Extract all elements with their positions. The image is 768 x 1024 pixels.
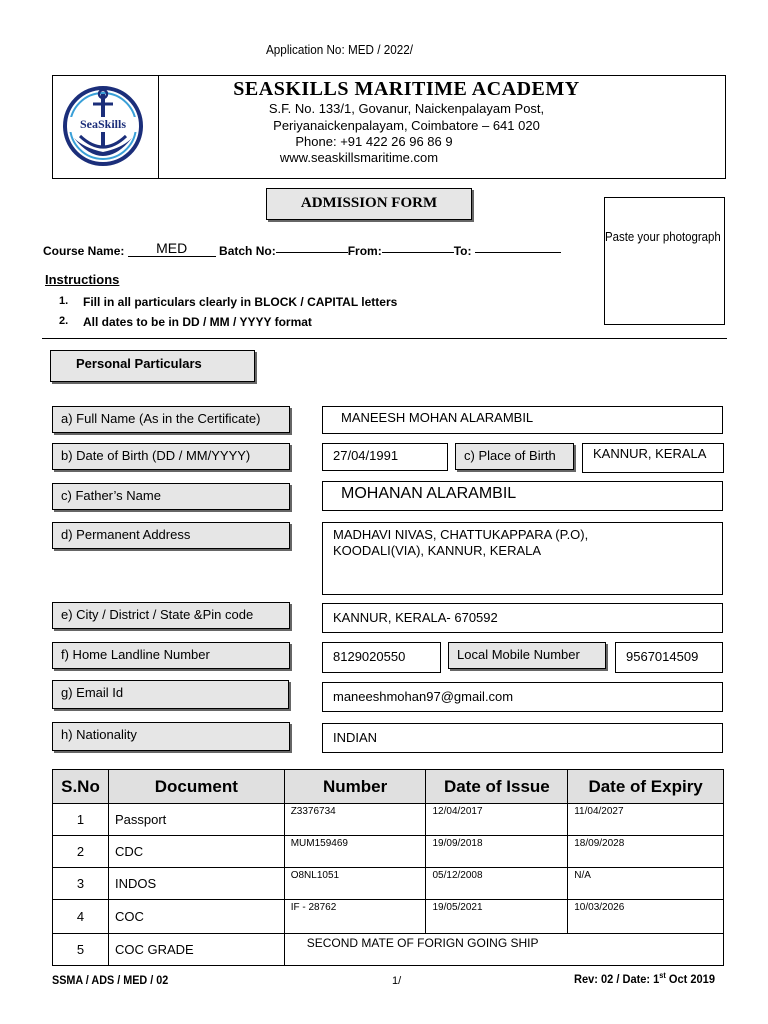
from-field[interactable] — [382, 252, 454, 253]
col-header-document: Document — [108, 770, 284, 804]
dob-field[interactable]: 27/04/1991 — [322, 443, 448, 471]
batch-field[interactable] — [276, 252, 348, 253]
city-field[interactable]: KANNUR, KERALA- 670592 — [322, 603, 723, 633]
sno-cell: 3 — [53, 868, 109, 900]
revision-sup: st — [659, 971, 666, 980]
table-header-row — [53, 770, 724, 804]
course-label: Course Name: — [43, 244, 125, 258]
permanent-address-label: d) Permanent Address — [52, 522, 290, 549]
number-cell[interactable]: IF - 28762 — [284, 900, 426, 934]
number-cell[interactable]: O8NL1051 — [284, 868, 426, 900]
table-row — [53, 836, 724, 868]
expiry-date-cell[interactable]: 18/09/2028 — [568, 836, 724, 868]
col-header-number: Number — [284, 770, 426, 804]
father-name-field[interactable]: MOHANAN ALARAMBIL — [322, 481, 723, 511]
footer-page-number: 1/ — [392, 975, 402, 987]
table-row — [53, 934, 724, 966]
table-row — [53, 868, 724, 900]
pob-label: c) Place of Birth — [455, 443, 574, 470]
col-header-date-of-issue: Date of Issue — [426, 770, 568, 804]
course-line — [43, 242, 561, 259]
instructions-heading: Instructions — [45, 272, 120, 287]
number-cell[interactable]: Z3376734 — [284, 804, 426, 836]
instruction-2-text: All dates to be in DD / MM / YYYY format — [83, 315, 312, 329]
expiry-date-cell[interactable]: N/A — [568, 868, 724, 900]
dob-label: b) Date of Birth (DD / MM/YYYY) — [52, 443, 290, 470]
permanent-address-field[interactable] — [322, 522, 723, 595]
revision-date: Oct 2019 — [665, 972, 715, 986]
full-name-label: a) Full Name (As in the Certificate) — [52, 406, 290, 433]
email-field[interactable]: maneeshmohan97@gmail.com — [322, 682, 723, 712]
instruction-1-num: 1. — [59, 295, 69, 307]
academy-name: SEASKILLS MARITIME ACADEMY — [233, 78, 580, 100]
pob-field[interactable]: KANNUR, KERALA — [582, 443, 724, 473]
photo-box[interactable] — [604, 197, 725, 325]
section-divider — [42, 338, 727, 339]
sno-cell: 1 — [53, 804, 109, 836]
sno-cell: 4 — [53, 900, 109, 934]
expiry-date-cell[interactable]: 10/03/2026 — [568, 900, 724, 934]
number-cell[interactable]: MUM159469 — [284, 836, 426, 868]
to-field[interactable] — [475, 252, 561, 253]
city-label: e) City / District / State &Pin code — [52, 602, 290, 629]
landline-field[interactable]: 8129020550 — [322, 642, 441, 673]
landline-label: f) Home Landline Number — [52, 642, 290, 669]
document-cell: COC GRADE — [108, 934, 284, 966]
expiry-date-cell[interactable]: 11/04/2027 — [568, 804, 724, 836]
father-name-label: c) Father’s Name — [52, 483, 290, 510]
nationality-label: h) Nationality — [52, 722, 290, 751]
issue-date-cell[interactable]: 19/09/2018 — [426, 836, 568, 868]
footer-revision — [574, 971, 715, 986]
seaskills-logo — [62, 82, 144, 172]
issue-date-cell[interactable]: 05/12/2008 — [426, 868, 568, 900]
documents-table — [52, 769, 724, 966]
instruction-1-text: Fill in all particulars clearly in BLOCK / CAPITAL letters — [83, 295, 398, 309]
sno-cell: 2 — [53, 836, 109, 868]
logo-text: SeaSkills — [68, 117, 138, 132]
table-row — [53, 804, 724, 836]
batch-label: Batch No: — [219, 244, 276, 258]
address-line-2: KOODALI(VIA), KANNUR, KERALA — [333, 543, 542, 558]
document-cell: INDOS — [108, 868, 284, 900]
academy-website: www.seaskillsmaritime.com — [279, 150, 439, 165]
academy-address-1: S.F. No. 133/1, Govanur, Naickenpalayam Post, — [268, 101, 545, 116]
full-name-field[interactable]: MANEESH MOHAN ALARAMBIL — [322, 406, 723, 434]
sno-cell: 5 — [53, 934, 109, 966]
issue-date-cell[interactable]: 19/05/2021 — [426, 900, 568, 934]
email-label: g) Email Id — [52, 680, 289, 709]
course-value[interactable]: MED — [128, 240, 216, 257]
from-label: From: — [347, 244, 382, 258]
academy-phone: Phone: +91 422 26 96 86 9 — [295, 134, 453, 149]
footer-form-code: SSMA / ADS / MED / 02 — [52, 973, 169, 987]
revision-text: Rev: 02 / Date: 1 — [574, 972, 660, 986]
table-row — [53, 900, 724, 934]
document-cell: CDC — [108, 836, 284, 868]
document-cell: Passport — [108, 804, 284, 836]
issue-date-cell[interactable]: 12/04/2017 — [426, 804, 568, 836]
col-header-sno: S.No — [53, 770, 109, 804]
nationality-field[interactable]: INDIAN — [322, 723, 723, 753]
instruction-2-num: 2. — [59, 315, 69, 327]
form-title: ADMISSION FORM — [266, 188, 472, 220]
mobile-field[interactable]: 9567014509 — [615, 642, 723, 673]
academy-address-2: Periyanaickenpalayam, Coimbatore – 641 020 — [273, 118, 540, 133]
coc-grade-cell[interactable]: SECOND MATE OF FORIGN GOING SHIP — [284, 934, 723, 966]
photo-label: Paste your photograph — [605, 229, 721, 244]
to-label: To: — [453, 244, 472, 258]
mobile-label: Local Mobile Number — [448, 642, 606, 669]
col-header-date-of-expiry: Date of Expiry — [568, 770, 724, 804]
address-line-1: MADHAVI NIVAS, CHATTUKAPPARA (P.O), — [333, 527, 589, 542]
section-title-personal: Personal Particulars — [50, 350, 255, 382]
document-cell: COC — [108, 900, 284, 934]
application-number: Application No: MED / 2022/ — [266, 42, 413, 57]
